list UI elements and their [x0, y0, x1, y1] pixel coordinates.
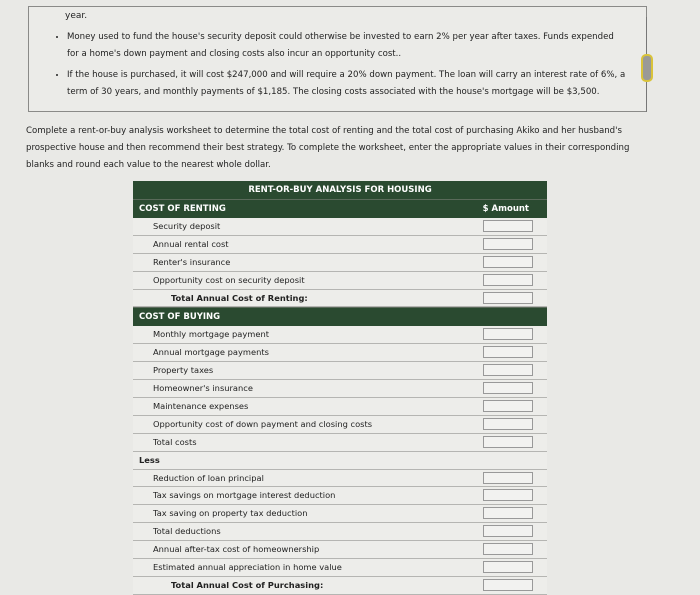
row-label: Total Annual Cost of Purchasing:: [171, 579, 324, 590]
scrollbar-thumb[interactable]: [641, 54, 653, 82]
renting-header: [133, 199, 547, 218]
row-label: Monthly mortgage payment: [153, 329, 269, 340]
row-label: Estimated annual appreciation in home value: [153, 562, 342, 573]
worksheet-row: [133, 272, 547, 290]
amount-input[interactable]: [483, 436, 533, 448]
worksheet-row: [133, 452, 547, 470]
amount-input[interactable]: [483, 400, 533, 412]
row-label: Total Annual Cost of Renting:: [171, 292, 308, 303]
worksheet-row: [133, 523, 547, 541]
worksheet-row: [133, 380, 547, 398]
amount-input[interactable]: [483, 220, 533, 232]
worksheet-row: [133, 434, 547, 452]
worksheet-row: [133, 254, 547, 272]
amount-input[interactable]: [483, 543, 533, 555]
row-label: Reduction of loan principal: [153, 472, 264, 483]
year-fragment: year.: [65, 11, 88, 21]
worksheet-row: [133, 326, 547, 344]
worksheet-row: [133, 236, 547, 254]
worksheet-row: [133, 559, 547, 577]
rent-or-buy-worksheet: [133, 181, 547, 595]
buying-header: [133, 307, 547, 326]
amount-input[interactable]: [483, 328, 533, 340]
row-label: Less: [139, 454, 160, 465]
amount-input[interactable]: [483, 364, 533, 376]
amount-input[interactable]: [483, 274, 533, 286]
worksheet-row: [133, 290, 547, 308]
row-label: Annual mortgage payments: [153, 347, 269, 358]
row-label: Renter's insurance: [153, 256, 231, 267]
bullet-house-purchase: • If the house is purchased, it will cost $247,000 and will require a 20% down payment. The loan will carry an interest rate of 6%, a term of 30 years, and monthly payments of $1,185. The closing costs associated with the house's mortgage will be $3,500.: [67, 67, 627, 101]
amount-input[interactable]: [483, 507, 533, 519]
worksheet-row: [133, 416, 547, 434]
row-label: Maintenance expenses: [153, 401, 249, 412]
worksheet-title: RENT-OR-BUY ANALYSIS FOR HOUSING: [133, 181, 547, 199]
row-label: Tax savings on mortgage interest deduction: [153, 490, 336, 501]
row-label: Tax saving on property tax deduction: [153, 508, 308, 519]
problem-info-panel: [28, 6, 647, 112]
amount-input[interactable]: [483, 525, 533, 537]
row-label: Homeowner's insurance: [153, 383, 253, 394]
worksheet-row: [133, 362, 547, 380]
worksheet-row: [133, 487, 547, 505]
bullet-opportunity-cost: • Money used to fund the house's security deposit could otherwise be invested to earn 2% per year after taxes. Funds expended for a home's down payment and closing costs also incur an opportunity cost..: [67, 29, 627, 63]
amount-input[interactable]: [483, 489, 533, 501]
amount-input[interactable]: [483, 346, 533, 358]
worksheet-row: [133, 218, 547, 236]
buying-header-label: COST OF BUYING: [139, 312, 221, 323]
amount-input[interactable]: [483, 579, 533, 591]
worksheet-row: [133, 541, 547, 559]
worksheet-row: [133, 577, 547, 595]
row-label: Annual rental cost: [153, 238, 229, 249]
worksheet-row: [133, 505, 547, 523]
row-label: Security deposit: [153, 221, 221, 231]
worksheet-row: [133, 344, 547, 362]
row-label: Property taxes: [153, 365, 214, 376]
row-label: Annual after-tax cost of homeownership: [153, 544, 320, 555]
buying-rows: [133, 326, 547, 594]
renting-header-label: COST OF RENTING: [139, 204, 226, 214]
amount-input[interactable]: [483, 292, 533, 304]
row-label: Total costs: [153, 436, 197, 447]
row-label: Opportunity cost of down payment and closing costs: [153, 418, 373, 429]
instructions: Complete a rent-or-buy analysis worksheet to determine the total cost of renting and the total cost of purchasing Akiko and her husband's prospective house and then recommend their best strategy. To complete the worksheet, enter the appropriate values in their corresponding blanks and round each value to the nearest whole dollar.: [26, 126, 630, 170]
info-bullets: [49, 29, 627, 105]
amount-input[interactable]: [483, 238, 533, 250]
worksheet-row: [133, 398, 547, 416]
worksheet-row: [133, 470, 547, 488]
renting-rows: [133, 218, 547, 307]
amount-input[interactable]: [483, 418, 533, 430]
amount-input[interactable]: [483, 382, 533, 394]
amount-header: $ Amount: [482, 204, 529, 214]
row-label: Opportunity cost on security deposit: [153, 274, 305, 285]
amount-input[interactable]: [483, 472, 533, 484]
amount-input[interactable]: [483, 561, 533, 573]
amount-input[interactable]: [483, 256, 533, 268]
row-label: Total deductions: [153, 526, 221, 537]
